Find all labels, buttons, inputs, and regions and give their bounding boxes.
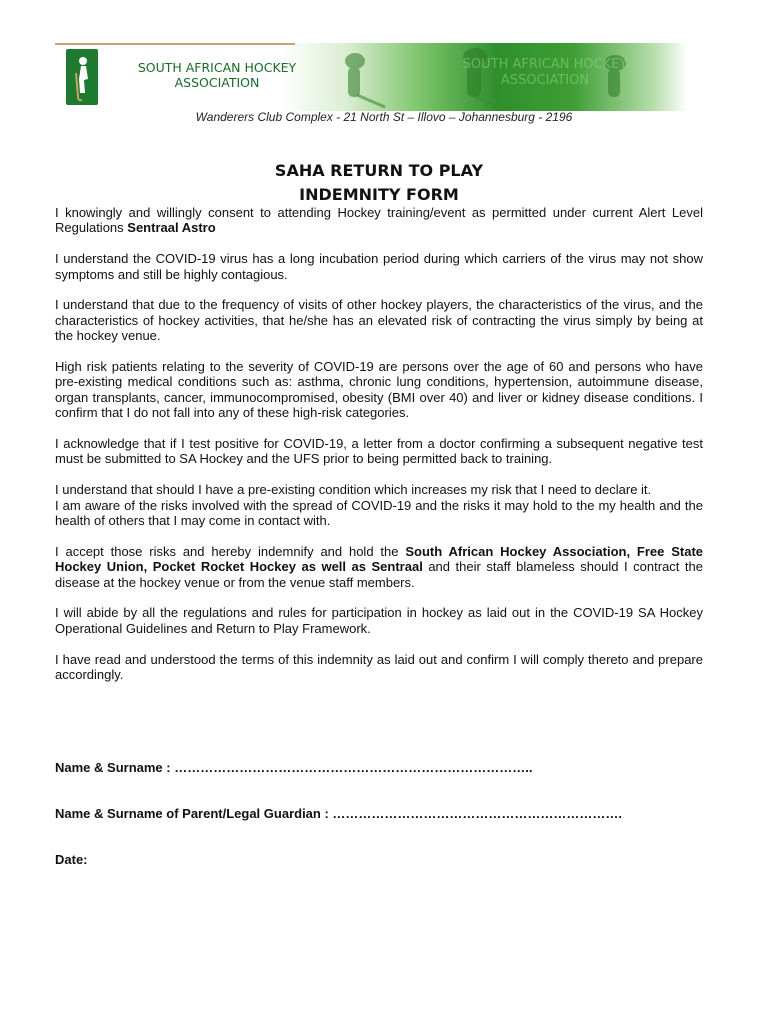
indemnified-parties: South African Hockey Association, Free State Hockey Union, Pocket Rocket Hockey as well as Sentraal (55, 543, 704, 575)
organisation-name-line1: SOUTH AFRICAN HOCKEY (137, 60, 297, 75)
guardian-name-field[interactable]: Name & Surname of Parent/Legal Guardian : …………………………………………………………. (55, 806, 623, 821)
hockey-player-logo-icon (66, 49, 98, 105)
club-address: Wanderers Club Complex - 21 North St – Illovo – Johannesburg - 2196 (195, 110, 573, 124)
elevated-risk-paragraph: I understand that due to the frequency of visits of other hockey players, the characteristics of the virus, and the characteristics of hockey activities, that he/she has an elevated risk of contracting the virus simply by being at the hockey venue. (55, 297, 703, 344)
high-risk-paragraph: High risk patients relating to the severity of COVID-19 are persons over the age of 60 and persons who have pre-existing medical conditions such as: asthma, chronic lung conditions, hypertension, autoimmune disease, organ transplants, cancer, immunocompromised, obesity (BMI over 40) and liver or kidney disease conditions. I confirm that I do not fall into any of these high-risk categories. (55, 359, 703, 421)
indemnify-text-end: and their staff blameless should I contract the disease at the hockey venue or from the venue staff members. (55, 559, 703, 590)
indemnify-paragraph (55, 544, 703, 590)
incubation-paragraph: I understand the COVID-19 virus has a long incubation period during which carriers of the virus may not show symptoms and still be highly contagious. (55, 251, 703, 282)
name-surname-field[interactable]: Name & Surname : ……………………………………………………………………….. (55, 760, 533, 775)
regulations-paragraph: I will abide by all the regulations and rules for participation in hockey as laid out in the COVID-19 SA Hockey Operational Guidelines and Return to Play Framework. (55, 605, 703, 636)
pre-existing-paragraph: I understand that should I have a pre-existing condition which increases my risk that I need to declare it. (55, 482, 652, 498)
venue-name: Sentraal Astro (127, 220, 216, 236)
form-title-line2: INDEMNITY FORM (299, 185, 459, 204)
watermark-line2: ASSOCIATION (500, 73, 590, 88)
positive-test-paragraph: I acknowledge that if I test positive for COVID-19, a letter from a doctor confirming a subsequent negative test must be submitted to SA Hockey and the UFS prior to being permitted back to training. (55, 436, 703, 467)
consent-paragraph (55, 205, 703, 236)
confirmation-paragraph: I have read and understood the terms of this indemnity as laid out and confirm I will comply thereto and prepare accordingly. (55, 651, 703, 683)
date-field[interactable]: Date: (55, 852, 88, 867)
consent-text: I knowingly and willingly consent to attending Hockey training/event as permitted under current Alert Level Regulations (55, 205, 703, 236)
organisation-name (107, 60, 327, 90)
saha-logo (66, 49, 98, 105)
form-title-line1: SAHA RETURN TO PLAY (274, 161, 484, 180)
organisation-name-line2: ASSOCIATION (174, 75, 260, 90)
indemnify-text-start: I accept those risks and hereby indemnify and hold the (55, 543, 406, 559)
watermark-line1: SOUTH AFRICAN HOCKEY (462, 57, 628, 72)
banner-watermark (425, 57, 665, 89)
risk-awareness-paragraph: I am aware of the risks involved with the spread of COVID-19 and the risks it may hold to the my health and the health of others that I may come in contact with. (55, 497, 703, 529)
form-body (55, 205, 703, 698)
header-banner (55, 43, 687, 111)
